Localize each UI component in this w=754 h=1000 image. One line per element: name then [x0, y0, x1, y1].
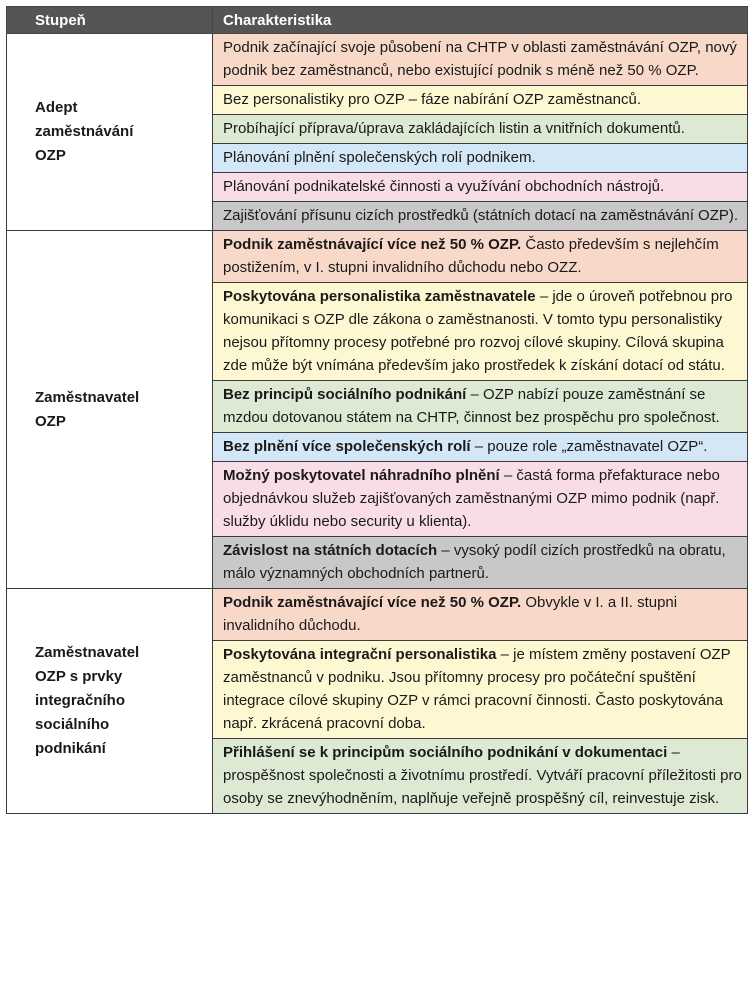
characteristic-text: Bez personalistiky pro OZP – fáze nabírání OZP zaměstnanců.: [223, 91, 641, 108]
characteristic-text: – jde o úroveň potřebnou pro komunikaci s OZP dle zákona o zaměstnanosti. V tomto typu personalistiky nejsou přítomny procesy potřebné pro rozvoj cílové skupiny. Cílová skupina zde může být vnímána především jako prostředek k získání dotací od státu.: [223, 288, 733, 374]
characteristic-cell: [213, 283, 748, 381]
ozp-stages-table: [6, 6, 748, 814]
characteristic-cell: [213, 537, 748, 589]
characteristic-text: – častá forma přefakturace nebo objednávkou služeb zajišťovaných zaměstnanými OZP mimo podnik (např. služby úklidu nebo security u klienta).: [223, 467, 720, 530]
characteristic-cell: [213, 381, 748, 433]
characteristic-text: – OZP nabízí pouze zaměstnání se mzdou dotovanou státem na CHTP, činnost bez prospěchu pro společnost.: [223, 386, 720, 426]
table-row: [7, 231, 748, 283]
characteristic-cell: [213, 589, 748, 641]
characteristic-text: Probíhající příprava/úprava zakládajících listin a vnitřních dokumentů.: [223, 120, 685, 137]
characteristic-bold-text: Bez principů sociálního podnikání: [223, 386, 467, 403]
ozp-stages-table-wrapper: [6, 6, 748, 814]
characteristic-text: – pouze role „zaměstnavatel OZP“.: [470, 438, 708, 455]
characteristic-cell: [213, 739, 748, 814]
characteristic-bold-text: Bez plnění více společenských rolí: [223, 438, 471, 455]
header-characteristics: Charakteristika: [213, 7, 748, 34]
characteristic-cell: [213, 86, 748, 115]
stage-cell: Zaměstnavatel OZP s prvky integračního sociálního podnikání: [7, 589, 213, 814]
characteristic-cell: [213, 202, 748, 231]
header-stage: Stupeň: [7, 7, 213, 34]
characteristic-cell: [213, 34, 748, 86]
characteristic-bold-text: Podnik zaměstnávající více než 50 % OZP.: [223, 236, 522, 253]
characteristic-bold-text: Podnik zaměstnávající více než 50 % OZP.: [223, 594, 522, 611]
table-body: [7, 34, 748, 814]
characteristic-cell: [213, 173, 748, 202]
characteristic-text: – je místem změny postavení OZP zaměstnanců v podniku. Jsou přítomny procesy pro počáteční spuštění integrace cílové skupiny OZP v rámci pracovní činnosti. Často poskytována např. zkrácená pracovní doba.: [223, 646, 731, 732]
characteristic-bold-text: Závislost na státních dotacích: [223, 542, 438, 559]
characteristic-text: Obvykle v I. a II. stupni invalidního důchodu.: [223, 594, 678, 634]
characteristic-cell: [213, 433, 748, 462]
stage-cell: Zaměstnavatel OZP: [7, 231, 213, 589]
characteristic-text: Plánování podnikatelské činnosti a využívání obchodních nástrojů.: [223, 178, 665, 195]
characteristic-text: Plánování plnění společenských rolí podnikem.: [223, 149, 536, 166]
characteristic-text: Zajišťování přísunu cizích prostředků (státních dotací na zaměstnávání OZP).: [223, 207, 739, 224]
characteristic-bold-text: Přihlášení se k principům sociálního podnikání v dokumentaci: [223, 744, 668, 761]
characteristic-cell: [213, 231, 748, 283]
characteristic-text: – prospěšnost společnosti a životnímu prostředí. Vytváří pracovní příležitosti pro osoby se znevýhodněním, naplňuje veřejně prospěšný cíl, reinvestuje zisk.: [223, 744, 742, 807]
characteristic-bold-text: Možný poskytovatel náhradního plnění: [223, 467, 500, 484]
table-row: [7, 34, 748, 86]
characteristic-text: – vysoký podíl cizích prostředků na obratu, málo významných obchodních partnerů.: [223, 542, 726, 582]
stage-cell: Adept zaměstnávání OZP: [7, 34, 213, 231]
characteristic-cell: [213, 144, 748, 173]
characteristic-text: Často především s nejlehčím postižením, v I. stupni invalidního důchodu nebo OZZ.: [223, 236, 719, 276]
header-row: [7, 7, 748, 34]
characteristic-cell: [213, 115, 748, 144]
characteristic-cell: [213, 462, 748, 537]
characteristic-cell: [213, 641, 748, 739]
characteristic-text: Podnik začínající svoje působení na CHTP v oblasti zaměstnávání OZP, nový podnik bez zaměstnanců, nebo existující podnik s méně než 50 % OZP.: [223, 39, 737, 79]
characteristic-bold-text: Poskytována integrační personalistika: [223, 646, 497, 663]
characteristic-bold-text: Poskytována personalistika zaměstnavatele: [223, 288, 536, 305]
table-row: [7, 589, 748, 641]
